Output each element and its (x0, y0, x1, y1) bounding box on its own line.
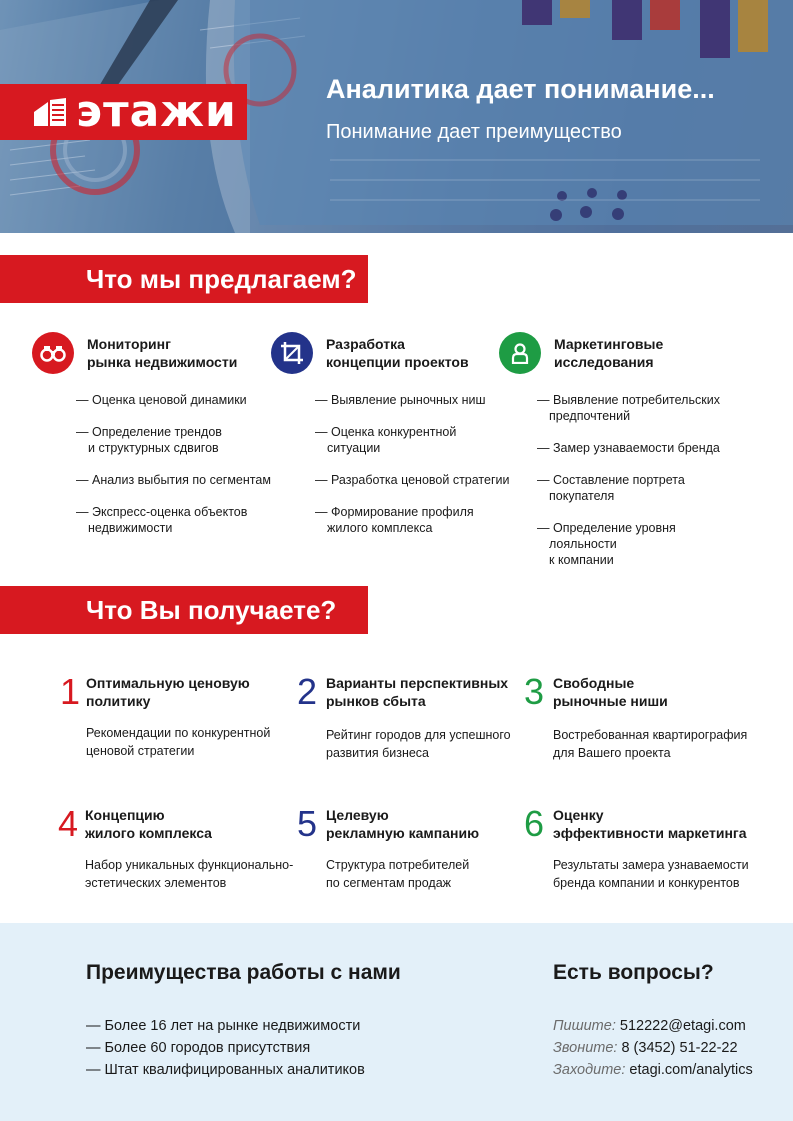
hero-subtitle: Понимание дает преимущество (326, 121, 622, 143)
phone-link[interactable]: 8 (3452) 51-22-22 (621, 1040, 738, 1056)
list-item: — Разработка ценовой стратегии (315, 472, 511, 488)
building-logo-icon (34, 98, 66, 126)
benefit-number: 6 (524, 803, 545, 844)
binoculars-icon (32, 332, 74, 374)
benefit-title: Свободные рыночные ниши (553, 675, 668, 709)
list-item: — Составление портрета покупателя (537, 472, 739, 504)
website-link[interactable]: etagi.com/analytics (629, 1062, 753, 1078)
benefit-number: 1 (60, 671, 81, 712)
get-heading: Что Вы получаете? (0, 586, 368, 634)
list-item: — Экспресс-оценка объектов недвижимости (76, 504, 271, 536)
contact-phone-row (553, 1037, 753, 1059)
list-item: — Определение уровня лояльности к компании (537, 520, 739, 568)
benefit-description: Рейтинг городов для успешного развития бизнеса (326, 728, 511, 760)
questions-title: Есть вопросы? (553, 961, 714, 984)
contact-site-row (553, 1059, 753, 1081)
list-item: — Анализ выбытия по сегментам (76, 472, 271, 488)
list-item: — Более 60 городов присутствия (86, 1037, 365, 1059)
offer-list (76, 392, 271, 552)
contact-label: Пишите: (553, 1018, 620, 1034)
hero-banner (0, 0, 793, 233)
offer-heading: Что мы предлагаем? (0, 255, 368, 303)
brand-name: этажи (76, 86, 237, 137)
offer-column-monitoring (32, 332, 272, 535)
crop-icon (271, 332, 313, 374)
contact-email-row (553, 1015, 753, 1037)
benefit-number: 4 (58, 803, 79, 844)
brand-logo (0, 84, 247, 140)
contact-label: Заходите: (553, 1062, 630, 1078)
list-item: — Оценка ценовой динамики (76, 392, 271, 408)
benefit-title: Целевую рекламную кампанию (326, 807, 480, 841)
benefit-title: Концепцию жилого комплекса (85, 807, 212, 841)
email-link[interactable]: 512222@etagi.com (619, 1018, 746, 1034)
list-item: — Определение трендов и структурных сдвигов (76, 424, 271, 456)
benefit-title: Оптимальную ценовую политику (86, 675, 250, 709)
benefit-number: 5 (297, 803, 318, 844)
benefit-description: Структура потребителей по сегментам продаж (326, 858, 470, 890)
person-icon (499, 332, 541, 374)
offer-list (537, 392, 739, 584)
benefit-description: Востребованная квартирография для Вашего проекта (553, 728, 748, 760)
offer-title: Разработка концепции проектов (326, 336, 469, 370)
offer-title: Маркетинговые исследования (554, 336, 664, 370)
offer-column-concept (271, 332, 511, 535)
offer-title: Мониторинг рынка недвижимости (87, 336, 238, 370)
footer-panel (0, 923, 793, 1121)
list-item: — Формирование профиля жилого комплекса (315, 504, 511, 536)
benefit-description: Рекомендации по конкурентной ценовой стратегии (86, 726, 271, 758)
offer-list (315, 392, 511, 552)
contacts-block (553, 1015, 753, 1081)
list-item: — Штат квалифицированных аналитиков (86, 1059, 365, 1081)
advantages-list (86, 1015, 365, 1081)
list-item: — Оценка конкурентной ситуации (315, 424, 511, 456)
benefit-title: Оценку эффективности маркетинга (553, 807, 747, 841)
offer-column-research (499, 332, 739, 567)
benefit-title: Варианты перспективных рынков сбыта (326, 675, 509, 709)
contact-label: Звоните: (553, 1040, 622, 1056)
list-item: — Выявление потребительских предпочтений (537, 392, 739, 424)
benefit-number: 2 (297, 671, 318, 712)
list-item: — Более 16 лет на рынке недвижимости (86, 1015, 365, 1037)
benefit-description: Набор уникальных функционально- эстетических элементов (85, 858, 294, 890)
list-item: — Замер узнаваемости бренда (537, 440, 739, 456)
list-item: — Выявление рыночных ниш (315, 392, 511, 408)
benefit-number: 3 (524, 671, 545, 712)
benefit-description: Результаты замера узнаваемости бренда компании и конкурентов (553, 858, 749, 890)
hero-title: Аналитика дает понимание... (326, 74, 715, 104)
advantages-title: Преимущества работы с нами (86, 961, 401, 984)
